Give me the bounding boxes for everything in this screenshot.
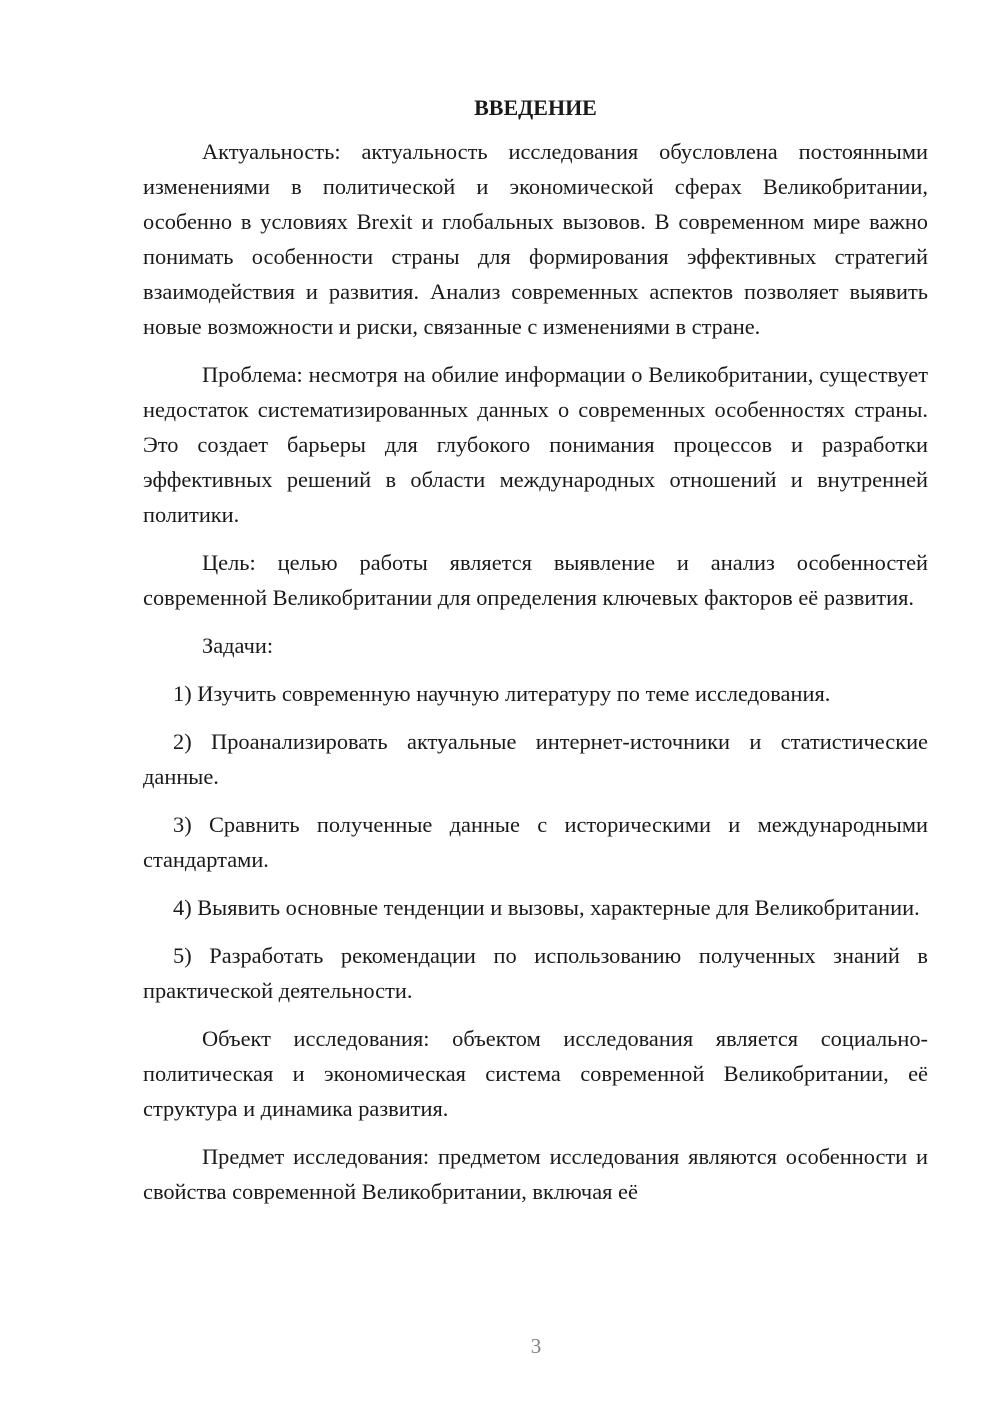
page-content [143,90,928,1222]
problem-paragraph: Проблема: несмотря на обилие информации о Великобритании, существует недостаток систематизированных данных о современных особенностях страны. Это создает барьеры для глубокого понимания процессов и разработки эффективных решений в области международных отношений и внутренней политики. [143,362,928,527]
task-item: 5) Разработать рекомендации по использованию полученных знаний в практической деятельности. [143,943,928,1003]
object-paragraph: Объект исследования: объектом исследования является социально-политическая и экономическая система современной Великобритании, её структура и динамика развития. [143,1026,928,1121]
goal-paragraph: Цель: целью работы является выявление и анализ особенностей современной Великобритании для определения ключевых факторов её развития. [143,550,928,610]
task-item: 1) Изучить современную научную литературу по теме исследования. [173,681,831,706]
relevance-paragraph: Актуальность: актуальность исследования обусловлена постоянными изменениями в политической и экономической сферах Великобритании, особенно в условиях Brexit и глобальных вызовов. В современном мире важно понимать особенности страны для формирования эффективных стратегий взаимодействия и развития. Анализ современных аспектов позволяет выявить новые возможности и риски, связанные с изменениями в стране. [143,139,928,339]
task-item: 2) Проанализировать актуальные интернет-источники и статистические данные. [143,729,928,789]
subject-paragraph: Предмет исследования: предметом исследования являются особенности и свойства современной Великобритании, включая её [143,1144,928,1204]
page-number: 3 [530,1334,542,1358]
tasks-label: Задачи: [202,633,274,658]
section-heading: ВВЕДЕНИЕ [474,95,597,120]
task-item: 4) Выявить основные тенденции и вызовы, характерные для Великобритании. [173,895,920,920]
task-item: 3) Сравнить полученные данные с историческими и международными стандартами. [143,812,928,872]
